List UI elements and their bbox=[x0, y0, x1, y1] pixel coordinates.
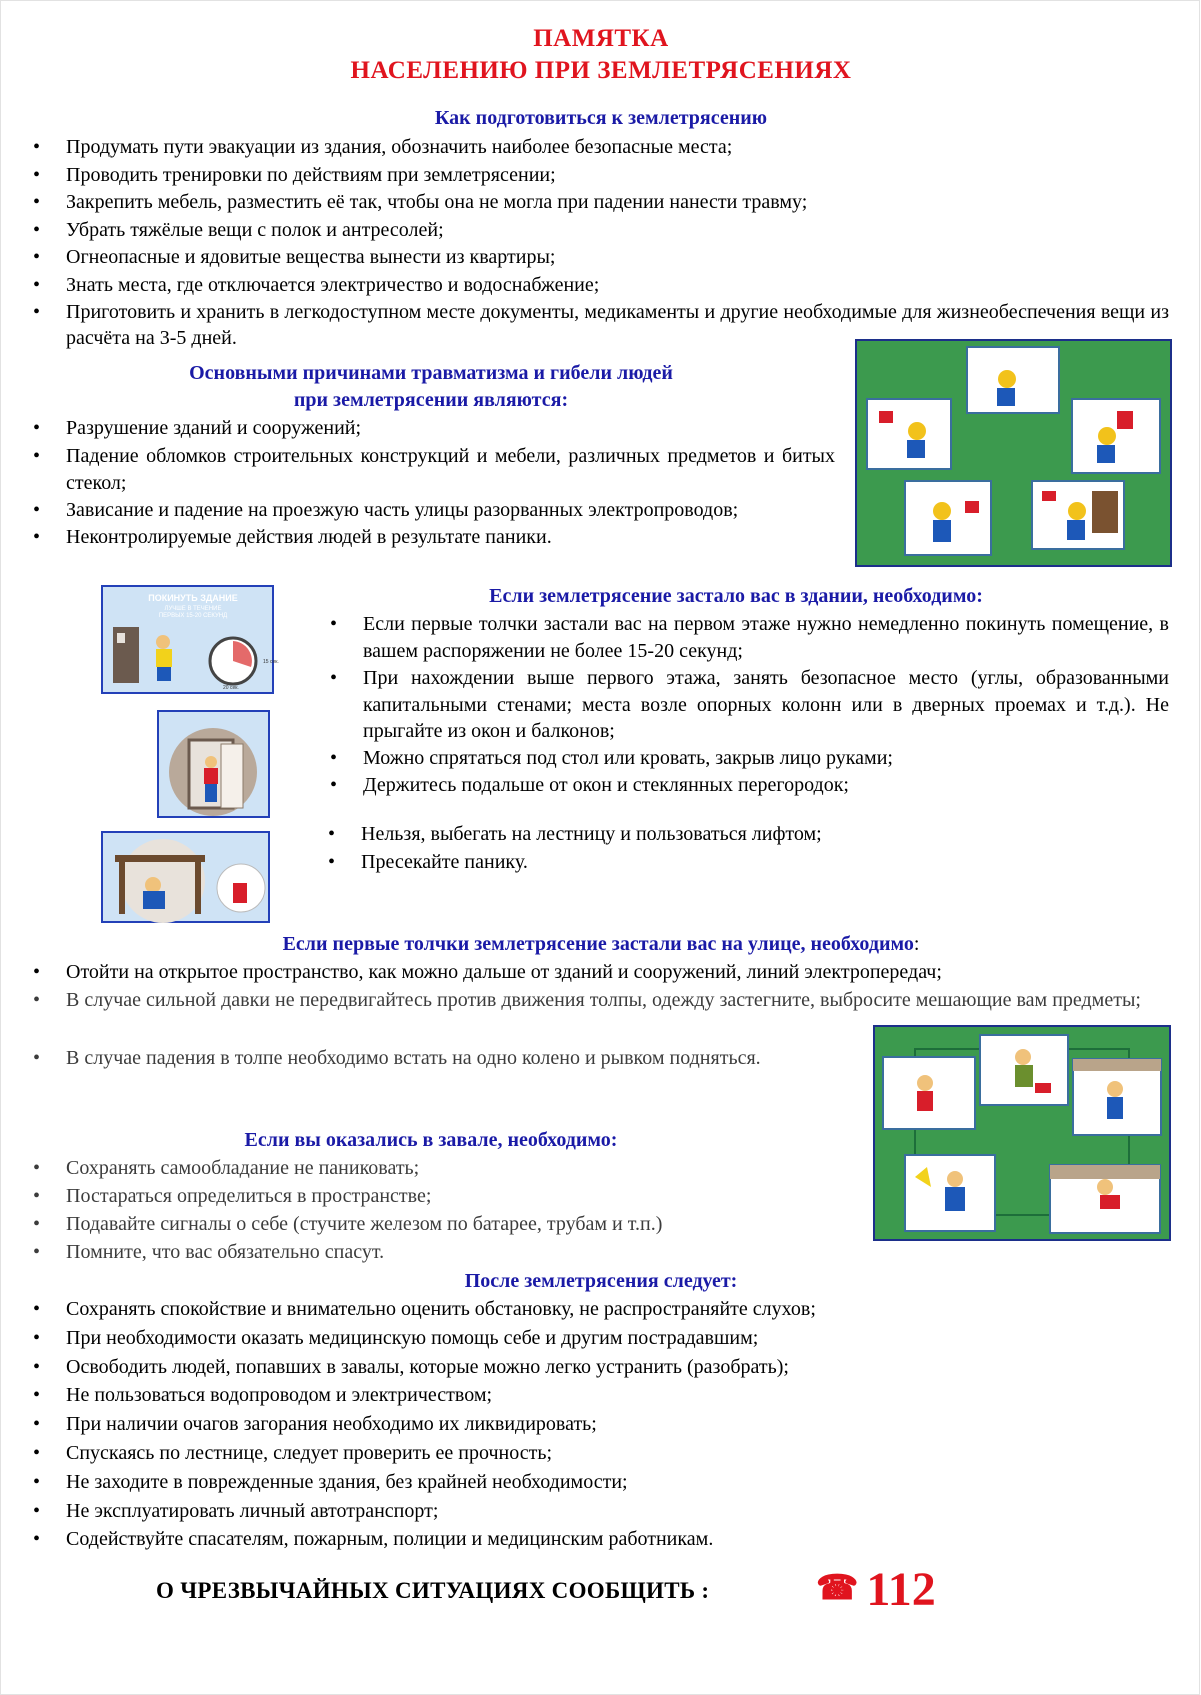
list-item: • Продумать пути эвакуации из здания, обозначить наиболее безопасные места; bbox=[29, 134, 1169, 162]
after-list bbox=[29, 1295, 1169, 1554]
list-item: • Держитесь подальше от окон и стеклянных перегородок; bbox=[326, 772, 1169, 799]
list-item: • Сохранять самообладание не паниковать; bbox=[29, 1154, 854, 1182]
street-list-2 bbox=[29, 1045, 854, 1072]
causes-heading-line-2: при землетрясении являются: bbox=[293, 389, 569, 411]
telephone-icon: ☎ bbox=[816, 1570, 859, 1607]
list-item: • При наличии очагов загорания необходимо их ликвидировать; bbox=[29, 1410, 1169, 1439]
list-item: • Падение обломков строительных конструкций и мебели, различных предметов и битых стекол; bbox=[29, 443, 835, 497]
list-item: • Приготовить и хранить в легкодоступном месте документы, медикаменты и другие необходимые для жизнеобеспечения вещи из расчёта на 3-5 дней. bbox=[29, 299, 1169, 351]
list-item: • Не пользоваться водопроводом и электричеством; bbox=[29, 1381, 1169, 1410]
list-item: • Сохранять спокойствие и внимательно оценить обстановку, не распространяйте слухов; bbox=[29, 1295, 1169, 1324]
list-item: • Разрушение зданий и сооружений; bbox=[29, 415, 835, 443]
list-item: • Помните, что вас обязательно спасут. bbox=[29, 1238, 854, 1266]
list-item: • Пресекайте панику. bbox=[324, 849, 1169, 877]
phone-number: 112 bbox=[866, 1563, 936, 1616]
list-item: • Нельзя, выбегать на лестницу и пользоваться лифтом; bbox=[324, 821, 1169, 849]
list-item: • Проводить тренировки по действиям при землетрясении; bbox=[29, 162, 1169, 190]
list-item: • Не эксплуатировать личный автотранспорт; bbox=[29, 1497, 1169, 1526]
list-item: • Знать места, где отключается электричество и водоснабжение; bbox=[29, 272, 1169, 300]
list-item: • При необходимости оказать медицинскую помощь себе и другим пострадавшим; bbox=[29, 1324, 1169, 1353]
list-item: • В случае падения в толпе необходимо встать на одно колено и рывком подняться. bbox=[29, 1045, 854, 1072]
footer-text: О ЧРЕЗВЫЧАЙНЫХ СИТУАЦИЯХ СООБЩИТЬ : bbox=[156, 1578, 710, 1603]
rubble-illustration bbox=[873, 1025, 1171, 1241]
causes-illustration bbox=[855, 339, 1172, 567]
doorway-illustration bbox=[157, 710, 270, 818]
emergency-phone bbox=[816, 1563, 936, 1616]
leave-building-illustration bbox=[101, 585, 279, 694]
clock-label-a: 15 сек. bbox=[263, 659, 279, 665]
list-item: • Подавайте сигналы о себе (стучите железом по батарее, трубам и т.п.) bbox=[29, 1210, 854, 1238]
poster-text-line-2: ЛУЧШЕ В ТЕЧЕНИЕ bbox=[164, 606, 222, 612]
list-item: • Освободить людей, попавших в завалы, которые можно легко устранить (разобрать); bbox=[29, 1353, 1169, 1382]
prepare-heading: Как подготовиться к землетрясению bbox=[434, 107, 768, 129]
list-item: • Неконтролируемые действия людей в результате паники. bbox=[29, 524, 835, 552]
prepare-list bbox=[29, 134, 1169, 351]
list-item: • Зависание и падение на проезжую часть улицы разорванных электропроводов; bbox=[29, 497, 835, 524]
rubble-heading: Если вы оказались в завале, необходимо: bbox=[244, 1129, 618, 1151]
clock-label-b: 20 сек. bbox=[223, 685, 239, 691]
under-table-illustration bbox=[101, 831, 270, 923]
street-heading bbox=[1, 931, 1201, 957]
building-list-2 bbox=[324, 821, 1169, 876]
street-heading-text: Если первые толчки землетрясение застали вас на улице, необходимо bbox=[282, 933, 914, 955]
list-item: • Постараться определиться в пространстве; bbox=[29, 1182, 854, 1210]
rubble-list bbox=[29, 1154, 854, 1266]
causes-list bbox=[29, 415, 835, 551]
title-line-1: ПАМЯТКА bbox=[533, 25, 669, 52]
title-line-2: НАСЕЛЕНИЮ ПРИ ЗЕМЛЕТРЯСЕНИЯХ bbox=[350, 57, 852, 84]
list-item: • Отойти на открытое пространство, как можно дальше от зданий и сооружений, линий электропередач; bbox=[29, 959, 1169, 987]
list-item: • Спускаясь по лестнице, следует проверить ее прочность; bbox=[29, 1439, 1169, 1468]
list-item: • Можно спрятаться под стол или кровать, закрыв лицо руками; bbox=[326, 745, 1169, 772]
building-list bbox=[326, 611, 1169, 799]
after-heading: После землетрясения следует: bbox=[464, 1270, 738, 1292]
list-item: • Если первые толчки застали вас на первом этаже нужно немедленно покинуть помещение, в вашем распоряжении не более 15-20 секунд; bbox=[326, 611, 1169, 665]
list-item: • Убрать тяжёлые вещи с полок и антресолей; bbox=[29, 217, 1169, 245]
poster-text-line-1: ПОКИНУТЬ ЗДАНИЕ bbox=[148, 593, 238, 603]
list-item: • Огнеопасные и ядовитые вещества вынести из квартиры; bbox=[29, 244, 1169, 272]
list-item: • Содействуйте спасателям, пожарным, полиции и медицинским работникам. bbox=[29, 1525, 1169, 1554]
street-list bbox=[29, 959, 1169, 1013]
list-item: • Не заходите в поврежденные здания, без крайней необходимости; bbox=[29, 1468, 1169, 1497]
building-heading: Если землетрясение застало вас в здании, необходимо: bbox=[489, 585, 983, 607]
causes-heading-line-1: Основными причинами травматизма и гибели людей bbox=[189, 362, 673, 384]
street-heading-colon: : bbox=[913, 933, 920, 955]
list-item: • При нахождении выше первого этажа, занять безопасное место (углы, образованными капитальными стенами; места возле опорных колонн или в дверных проемах и т.д.). Не прыгайте из окон и балконов; bbox=[326, 665, 1169, 745]
poster-text-line-3: ПЕРВЫХ 15-20 СЕКУНД bbox=[158, 613, 228, 619]
list-item: • В случае сильной давки не передвигайтесь против движения толпы, одежду застегните, выбросите мешающие вам предметы; bbox=[29, 987, 1169, 1014]
list-item: • Закрепить мебель, разместить её так, чтобы она не могла при падении нанести травму; bbox=[29, 189, 1169, 217]
